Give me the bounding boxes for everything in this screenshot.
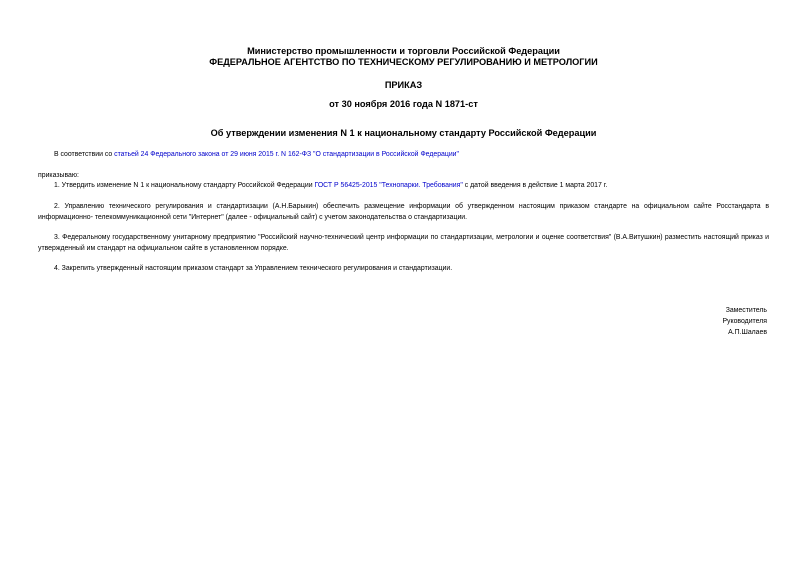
document-date: от 30 ноября 2016 года N 1871-ст [329, 99, 478, 109]
gost-standard-link[interactable]: ГОСТ Р 56425-2015 "Технопарки. Требования" [314, 182, 463, 189]
item-2-text: 2. Управлению технического регулирования и стандартизации (А.Н.Барыкин) обеспечить размещение информации об утвержденном настоящим приказом стандарте на официальном сайте Росстандарта в информационно- телекоммуникационной сети "Интернет" (далее - официальный сайт) с учетом законодательства о стандартизации. [38, 203, 769, 221]
intro-paragraph [38, 150, 769, 161]
document-type: ПРИКАЗ [384, 80, 423, 90]
item-1-prefix: 1. Утвердить изменение N 1 к национальному стандарту Российской Федерации [54, 182, 315, 189]
signatory-name: А.П.Шалаев [728, 329, 767, 336]
item-1-suffix: с датой введения в действие 1 марта 2017 г. [462, 182, 608, 189]
item-3-text: 3. Федеральному государственному унитарному предприятию "Российский научно-технический центр информации по стандартизации, метрологии и оценке соответствия" (В.А.Витушкин) разместить настоящий приказ и утвержденный им стандарт на официальном сайте в установленном порядке. [38, 234, 769, 252]
federal-law-link[interactable]: статьей 24 Федерального закона от 29 июня 2015 г. N 162-ФЗ "О стандартизации в Российской Федерации" [114, 151, 459, 158]
item-3-paragraph [38, 233, 769, 254]
signature-position-line-1: Заместитель [725, 307, 767, 314]
item-1-paragraph [38, 181, 769, 192]
item-4-paragraph [38, 264, 769, 275]
agency-name: ФЕДЕРАЛЬНОЕ АГЕНТСТВО ПО ТЕХНИЧЕСКОМУ РЕГУЛИРОВАНИЮ И МЕТРОЛОГИИ [209, 57, 598, 67]
intro-prefix: В соответствии со [54, 151, 115, 158]
item-4-text: 4. Закрепить утвержденный настоящим приказом стандарт за Управлением технического регулирования и стандартизации. [54, 265, 453, 272]
document-title: Об утверждении изменения N 1 к национальному стандарту Российской Федерации [210, 128, 597, 138]
ministry-name: Министерство промышленности и торговли Российской Федерации [247, 46, 560, 56]
order-word: приказываю: [38, 172, 79, 179]
signature-position-line-2: Руководителя [722, 318, 767, 325]
item-2-paragraph [38, 202, 769, 223]
